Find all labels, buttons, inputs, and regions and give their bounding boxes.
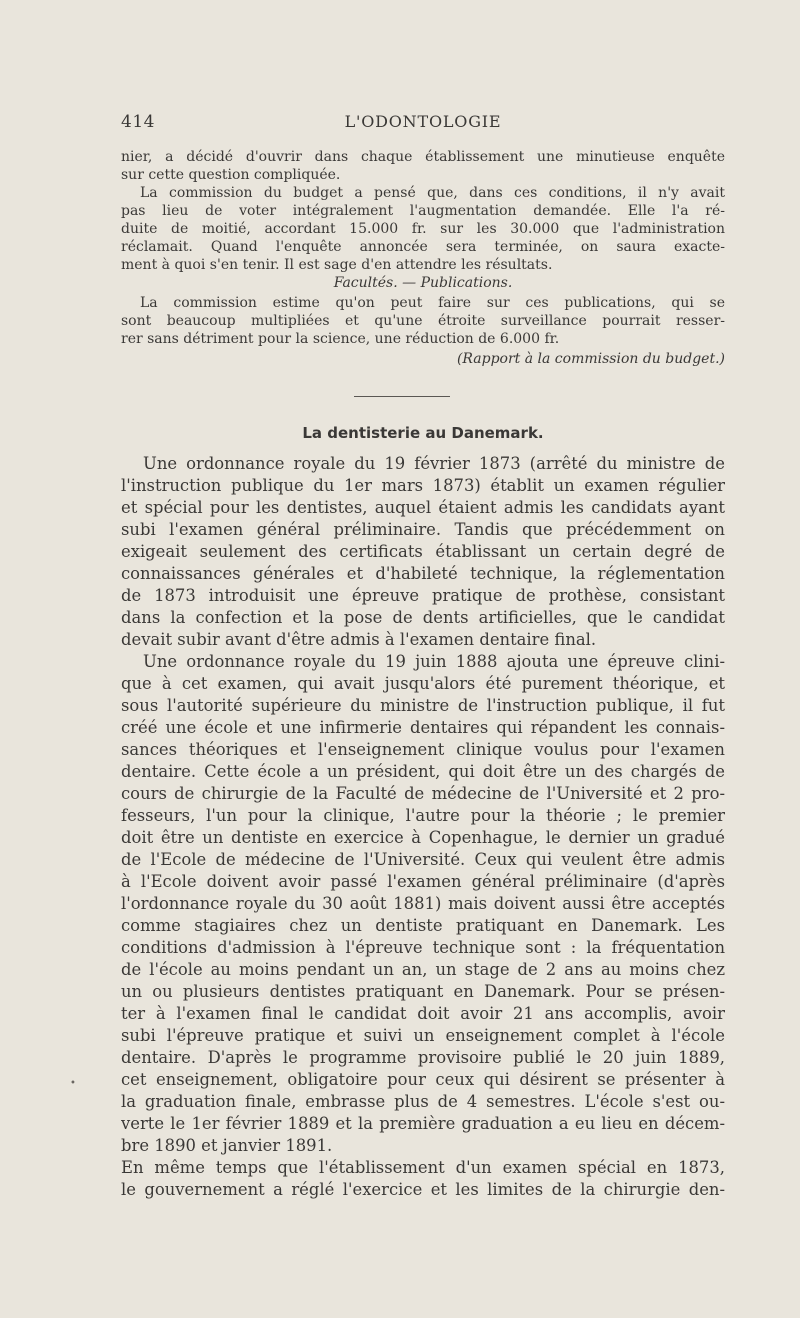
text-line: sur cette question compliquée. (121, 167, 341, 183)
text-line: rer sans détriment pour la science, une réduction de 6.000 fr. (121, 331, 560, 347)
text-line: réclamait. Quand l'enquête annoncée sera terminée, on saura exacte- (121, 239, 725, 255)
text-line: cours de chirurgie de la Faculté de médecine de l'Université et 2 pro- (121, 784, 725, 803)
text-line: le gouvernement a réglé l'exercice et les limites de la chirurgie den- (121, 1180, 725, 1199)
text-line: Une ordonnance royale du 19 février 1873 (arrêté du ministre de (143, 454, 725, 473)
text-line: créé une école et une infirmerie dentaires qui répandent les connais- (121, 718, 725, 737)
subheading-facultes: Facultés. — Publications. (333, 275, 513, 291)
text-line: exigeait seulement des certificats établissant un certain degré de (121, 542, 725, 561)
text-line: devait subir avant d'être admis à l'examen dentaire final. (121, 630, 597, 649)
text-line: La commission du budget a pensé que, dans ces conditions, il n'y avait (140, 185, 725, 201)
text-line: La commission estime qu'on peut faire sur ces publications, qui se (140, 295, 725, 311)
separator-rule (354, 396, 450, 397)
text-line: que à cet examen, qui avait jusqu'alors été purement théorique, et (121, 674, 725, 693)
page-number: 414 (121, 112, 155, 132)
citation: (Rapport à la commission du budget.) (456, 351, 725, 367)
text-line: à l'Ecole doivent avoir passé l'examen général préliminaire (d'après (121, 872, 725, 891)
text-line: En même temps que l'établissement d'un examen spécial en 1873, (121, 1158, 725, 1177)
text-line: ment à quoi s'en tenir. Il est sage d'en attendre les résultats. (121, 257, 553, 273)
text-line: connaissances générales et d'habileté technique, la réglementation (121, 564, 725, 583)
text-line: un ou plusieurs dentistes pratiquant en Danemark. Pour se présen- (121, 982, 725, 1001)
text-line: duite de moitié, accordant 15.000 fr. sur les 30.000 que l'administration (121, 221, 725, 237)
text-line: l'ordonnance royale du 30 août 1881) mais doivent aussi être acceptés (121, 894, 725, 913)
text-line: verte le 1er février 1889 et la première graduation a eu lieu en décem- (121, 1114, 725, 1133)
text-line: dentaire. Cette école a un président, qui doit être un des chargés de (121, 762, 725, 781)
text-line: sances théoriques et l'enseignement clinique voulus pour l'examen (121, 740, 725, 759)
text-line: dentaire. D'après le programme provisoire publié le 20 juin 1889, (121, 1048, 725, 1067)
text-line: doit être un dentiste en exercice à Copenhague, le dernier un gradué (121, 828, 725, 847)
section-title: La dentisterie au Danemark. (302, 424, 544, 442)
text-line: nier, a décidé d'ouvrir dans chaque établissement une minutieuse enquête (121, 149, 725, 165)
text-line: dans la confection et la pose de dents artificielles, que le candidat (121, 608, 725, 627)
margin-mark: • (70, 1078, 76, 1089)
text-line: subi l'examen général préliminaire. Tandis que précédemment on (121, 520, 725, 539)
text-line: et spécial pour les dentistes, auquel étaient admis les candidats ayant (121, 498, 725, 517)
text-line: de 1873 introduisit une épreuve pratique de prothèse, consistant (121, 586, 725, 605)
text-line: sous l'autorité supérieure du ministre de l'instruction publique, il fut (121, 696, 725, 715)
text-line: comme stagiaires chez un dentiste pratiquant en Danemark. Les (121, 916, 725, 935)
text-line: de l'école au moins pendant un an, un stage de 2 ans au moins chez (121, 960, 725, 979)
text-line: pas lieu de voter intégralement l'augmentation demandée. Elle l'a ré- (121, 203, 725, 219)
text-line: de l'Ecole de médecine de l'Université. Ceux qui veulent être admis (121, 850, 725, 869)
text-line: l'instruction publique du 1er mars 1873) établit un examen régulier (121, 476, 725, 495)
running-title: L'ODONTOLOGIE (344, 112, 502, 131)
text-line: fesseurs, l'un pour la clinique, l'autre pour la théorie ; le premier (121, 806, 725, 825)
text-line: subi l'épreuve pratique et suivi un enseignement complet à l'école (121, 1026, 725, 1045)
page-header (121, 112, 725, 142)
text-line: sont beaucoup multipliées et qu'une étroite surveillance pourrait resser- (121, 313, 725, 329)
text-line: la graduation finale, embrasse plus de 4 semestres. L'école s'est ou- (121, 1092, 725, 1111)
text-line: Une ordonnance royale du 19 juin 1888 ajouta une épreuve clini- (143, 652, 725, 671)
text-line: conditions d'admission à l'épreuve technique sont : la fréquentation (121, 938, 725, 957)
text-line: bre 1890 et janvier 1891. (121, 1136, 333, 1155)
text-line: cet enseignement, obligatoire pour ceux qui désirent se présenter à (121, 1070, 725, 1089)
text-line: ter à l'examen final le candidat doit avoir 21 ans accomplis, avoir (121, 1004, 725, 1023)
